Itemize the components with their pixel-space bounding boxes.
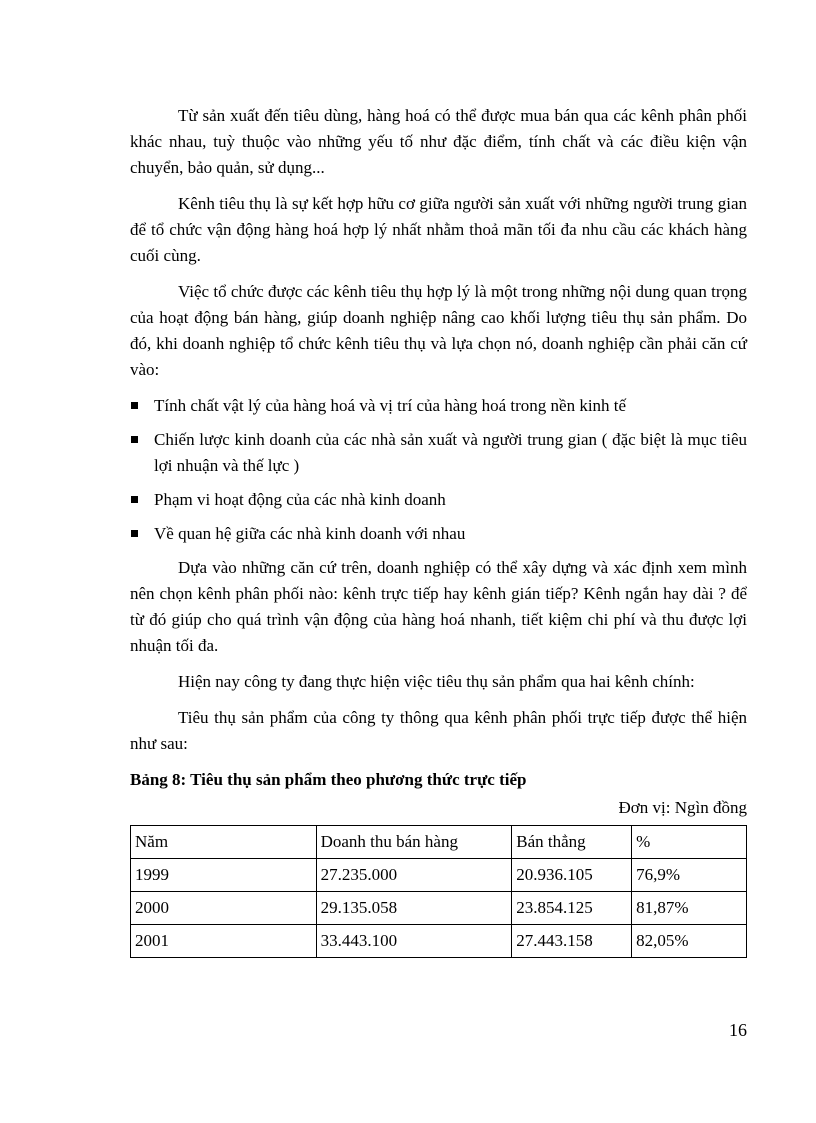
list-item: Về quan hệ giữa các nhà kinh doanh với nhau [130, 521, 747, 547]
table-cell: 81,87% [632, 892, 747, 925]
table-cell: 29.135.058 [316, 892, 512, 925]
square-bullet-icon [131, 402, 138, 409]
table-cell: 76,9% [632, 859, 747, 892]
sales-table [130, 825, 747, 958]
paragraph: Tiêu thụ sản phẩm của công ty thông qua kênh phân phối trực tiếp được thể hiện như sau: [130, 708, 747, 753]
paragraph: Kênh tiêu thụ là sự kết hợp hữu cơ giữa người sản xuất với những người trung gian để tổ chức vận động hàng hoá hợp lý nhất nhằm thoả mãn tối đa nhu cầu các khách hàng cuối cùng. [130, 194, 747, 265]
paragraph: Hiện nay công ty đang thực hiện việc tiêu thụ sản phẩm qua hai kênh chính: [178, 672, 695, 691]
table-cell: 82,05% [632, 925, 747, 958]
table-unit: Đơn vị: Ngìn đồng [618, 798, 747, 817]
table-title: Bảng 8: Tiêu thụ sản phẩm theo phương thức trực tiếp [130, 770, 527, 789]
table-cell: 20.936.105 [512, 859, 632, 892]
column-header: Năm [131, 826, 317, 859]
table-cell: 27.235.000 [316, 859, 512, 892]
table-cell: 33.443.100 [316, 925, 512, 958]
paragraph: Dựa vào những căn cứ trên, doanh nghiệp có thể xây dựng và xác định xem mình nên chọn kênh phân phối nào: kênh trực tiếp hay kênh gián tiếp? Kênh ngắn hay dài ? để từ đó giúp cho quá trình vận động của hàng hoá nhanh, tiết kiệm chi phí và thu được lợi nhuận tối đa. [130, 558, 747, 655]
column-header: Bán thẳng [512, 826, 632, 859]
table-row [131, 892, 747, 925]
column-header: Doanh thu bán hàng [316, 826, 512, 859]
body-text [130, 103, 747, 958]
table-cell: 2000 [131, 892, 317, 925]
table-cell: 27.443.158 [512, 925, 632, 958]
table-cell: 1999 [131, 859, 317, 892]
list-item: Phạm vi hoạt động của các nhà kinh doanh [130, 487, 747, 513]
list-item: Tính chất vật lý của hàng hoá và vị trí của hàng hoá trong nền kinh tế [130, 393, 747, 419]
paragraph: Từ sản xuất đến tiêu dùng, hàng hoá có thể được mua bán qua các kênh phân phối khác nhau, tuỳ thuộc vào những yếu tố như đặc điểm, tính chất và các điều kiện vận chuyển, bảo quản, sử dụng... [130, 106, 747, 177]
list-item: Chiến lược kinh doanh của các nhà sản xuất và người trung gian ( đặc biệt là mục tiêu lợi nhuận và thế lực ) [130, 427, 747, 479]
square-bullet-icon [131, 496, 138, 503]
page-number: 16 [729, 1020, 747, 1040]
table-cell: 23.854.125 [512, 892, 632, 925]
table-row [131, 925, 747, 958]
table-row [131, 859, 747, 892]
square-bullet-icon [131, 530, 138, 537]
table-header-row [131, 826, 747, 859]
paragraph: Việc tổ chức được các kênh tiêu thụ hợp lý là một trong những nội dung quan trọng của hoạt động bán hàng, giúp doanh nghiệp nâng cao khối lượng tiêu thụ sản phẩm. Do đó, khi doanh nghiệp tổ chức kênh tiêu thụ và lựa chọn nó, doanh nghiệp cần phải căn cứ vào: [130, 282, 747, 379]
criteria-list [130, 393, 747, 547]
table-cell: 2001 [131, 925, 317, 958]
square-bullet-icon [131, 436, 138, 443]
column-header: % [632, 826, 747, 859]
